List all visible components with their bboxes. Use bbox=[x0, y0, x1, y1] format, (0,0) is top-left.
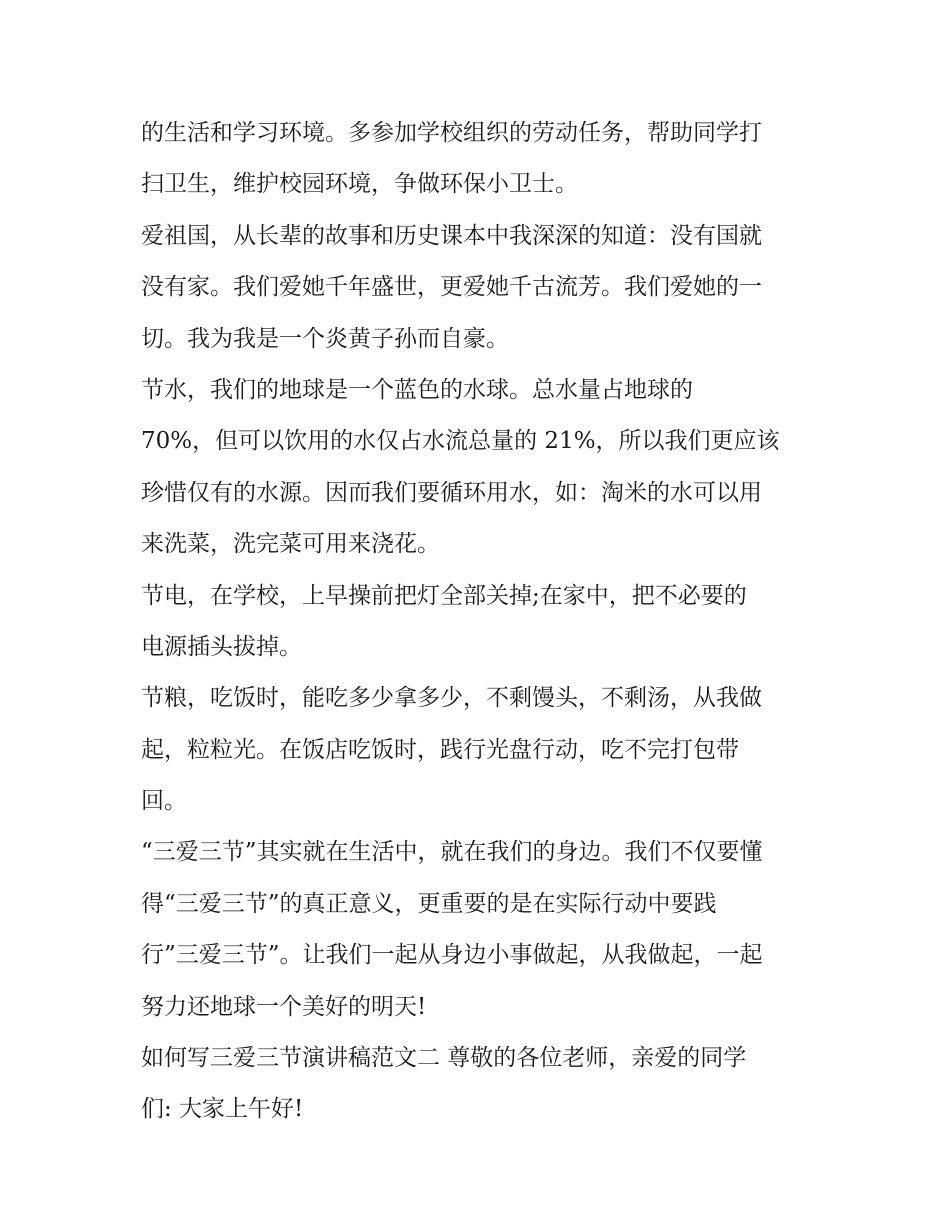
text-line: 们: 大家上午好! bbox=[141, 1096, 304, 1123]
body-text bbox=[141, 108, 831, 1136]
text-line: 扫卫生，维护校园环境，争做环保小卫士。 bbox=[141, 171, 578, 198]
text-line: “三爱三节”其实就在生活中，就在我们的身边。我们不仅要懂 bbox=[141, 839, 763, 866]
text-line: 得“三爱三节”的真正意义，更重要的是在实际行动中要践 bbox=[141, 890, 717, 917]
text-line: 的生活和学习环境。多参加学校组织的劳动任务，帮助同学打 bbox=[141, 120, 762, 146]
text-line: 70%，但可以饮用的水仅占水流总量的 21%，所以我们更应该 bbox=[141, 428, 780, 455]
text-line: 节电，在学校，上早操前把灯全部关掉;在家中，把不必要的 bbox=[141, 582, 747, 609]
text-line: 努力还地球一个美好的明天! bbox=[141, 993, 427, 1020]
text-line: 回。 bbox=[141, 788, 187, 815]
text-line: 如何写三爱三节演讲稿范文二 尊敬的各位老师，亲爱的同学 bbox=[141, 1045, 747, 1072]
text-line: 起，粒粒光。在饭店吃饭时，践行光盘行动，吃不完打包带 bbox=[141, 736, 739, 763]
text-line: 爱祖国，从长辈的故事和历史课本中我深深的知道：没有国就 bbox=[141, 222, 762, 249]
text-line: 节水，我们的地球是一个蓝色的水球。总水量占地球的 bbox=[141, 376, 693, 403]
text-line: 珍惜仅有的水源。因而我们要循环用水，如：淘米的水可以用 bbox=[141, 479, 762, 506]
text-line: 节粮，吃饭时，能吃多少拿多少，不剩馒头，不剩汤，从我做 bbox=[141, 685, 762, 712]
text-line: 切。我为我是一个炎黄子孙而自豪。 bbox=[141, 325, 509, 352]
text-line: 行”三爱三节”。让我们一起从身边小事做起，从我做起，一起 bbox=[141, 942, 763, 969]
text-line: 没有家。我们爱她千年盛世，更爱她千古流芳。我们爱她的一 bbox=[141, 274, 762, 301]
text-line: 来洗菜，洗完菜可用来浇花。 bbox=[141, 531, 440, 558]
text-line: 电源插头拔掉。 bbox=[141, 633, 302, 660]
